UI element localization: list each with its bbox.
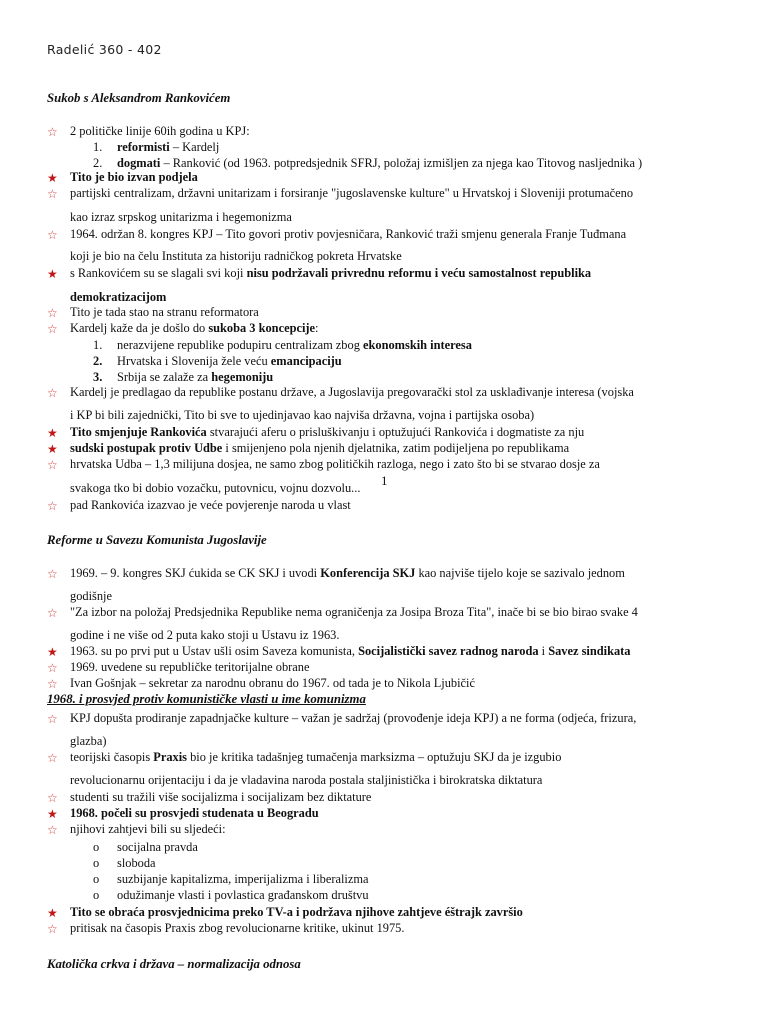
bullet-text: 2 političke linije 60ih godina u KPJ: [70,124,250,138]
bullet-text: Tito je bio izvan podjela [70,170,198,184]
bullet-text: 1969. – 9. kongres SKJ ćukida se CK SKJ i uvodi Konferencija SKJ kao najviše tijelo koje se sazivalo jednom [70,566,625,580]
star-outline-icon: ☆ [47,791,58,805]
star-solid-icon: ★ [47,426,58,440]
bullet-text: njihovi zahtjevi bili su sljedeći: [70,822,226,836]
bullet-text: 1968. počeli su prosvjedi studenata u Beogradu [70,806,319,820]
numbered-item: 1. reformisti – Kardelj [93,140,220,154]
bullet-text: studenti su tražili više socijalizma i socijalizam bez diktature [70,790,372,804]
sub-item: o socijalna pravda [93,840,198,854]
bullet-text: 1964. održan 8. kongres KPJ – Tito govori protiv povjesničara, Ranković traži smjenu generala Franje Tuđmana [70,227,627,241]
sub-item: o suzbijanje kapitalizma, imperijalizma i liberalizma [93,872,369,886]
bullet-text-continued: demokratizacijom [70,290,167,304]
page-header: Radelić 360 - 402 [47,42,162,57]
section-title: 1968. i prosvjed protiv komunističke vlasti u ime komunizma [47,692,366,706]
star-solid-icon: ★ [47,442,58,456]
star-outline-icon: ☆ [47,823,58,837]
bullet-text: teorijski časopis Praxis bio je kritika tadašnjeg tumačenja marksizma – optužuju SKJ da je izgubio [70,750,562,764]
star-outline-icon: ☆ [47,751,58,765]
bullet-text: Tito se obraća prosvjednicima preko TV-a i podržava njihove zahtjeve éštrajk završio [70,905,523,919]
bullet-text-continued: glazba) [70,734,107,748]
star-outline-icon: ☆ [47,306,58,320]
star-outline-icon: ☆ [47,322,58,336]
star-outline-icon: ☆ [47,228,58,242]
star-outline-icon: ☆ [47,712,58,726]
star-solid-icon: ★ [47,645,58,659]
bullet-text: Ivan Gošnjak – sekretar za narodnu obranu do 1967. od tada je to Nikola Ljubičić [70,676,475,690]
star-solid-icon: ★ [47,171,58,185]
bullet-text: Tito smjenjuje Rankovića stvarajući aferu o prisluškivanju i optužujući Rankovića i dogmatiste za nju [70,425,585,439]
bullet-text: "Za izbor na položaj Predsjednika Republike nema ograničenja za Josipa Broza Tita", inače bi se bio birao svake 4 [70,605,638,619]
bullet-text-continued: godine i ne više od 2 puta kako stoji u Ustavu iz 1963. [70,628,340,642]
bullet-text: 1969. uvedene su republičke teritorijalne obrane [70,660,310,674]
section-title: Sukob s Aleksandrom Rankovićem [47,91,231,105]
star-outline-icon: ☆ [47,386,58,400]
star-outline-icon: ☆ [47,125,58,139]
bullet-text: KPJ dopušta prodiranje zapadnjačke kulture – važan je sadržaj (provođenje ideja KPJ) a ne forma (odjeća, frizura, [70,711,637,725]
bullet-text: 1963. su po prvi put u Ustav ušli osim Saveza komunista, Socijalistički savez radnog naroda i Savez sindikata [70,644,631,658]
section-title: Katolička crkva i država – normalizacija odnosa [47,957,301,971]
section-title: Reforme u Savezu Komunista Jugoslavije [47,533,267,547]
bullet-text-continued: i KP bi bili zajednički, Tito bi sve to ujedinjavao kao najviša državna, vojna i partijska osoba) [70,408,535,422]
page-number: 1 [381,473,388,488]
star-outline-icon: ☆ [47,661,58,675]
star-outline-icon: ☆ [47,499,58,513]
bullet-text-continued: kao izraz srpskog unitarizma i hegemonizma [70,210,292,224]
star-outline-icon: ☆ [47,567,58,581]
bullet-text: Tito je tada stao na stranu reformatora [70,305,259,319]
star-solid-icon: ★ [47,267,58,281]
bullet-text: sudski postupak protiv Udbe i smijenjeno pola njenih djelatnika, zatim podijeljena po republikama [70,441,570,455]
bullet-text-continued: godišnje [70,589,112,603]
numbered-item: 2. dogmati – Ranković (od 1963. potpredsjednik SFRJ, položaj izmišljen za njega kao Titovog nasljednika ) [93,156,643,170]
bullet-text: Kardelj kaže da je došlo do sukoba 3 koncepcije: [70,321,319,335]
star-outline-icon: ☆ [47,677,58,691]
numbered-item: 3. Srbija se zalaže za hegemoniju [93,370,274,384]
bullet-text: pad Rankovića izazvao je veće povjerenje naroda u vlast [70,498,351,512]
bullet-text: partijski centralizam, državni unitarizam i forsiranje "jugoslavenske kulture" u Hrvatskoj i Sloveniji protumačeno [70,186,634,200]
star-outline-icon: ☆ [47,187,58,201]
sub-item: o sloboda [93,856,156,870]
bullet-text-continued: svakoga tko bi dobio vozačku, putovnicu, vojnu dozvolu... [70,481,361,495]
bullet-text-continued: revolucionarnu orijentaciju i da je vladavina naroda postala staljinistička i birokratska diktatura [70,773,543,787]
numbered-item: 1. nerazvijene republike podupiru centralizam zbog ekonomskih interesa [93,338,472,352]
bullet-text: Kardelj je predlagao da republike postanu države, a Jugoslavija pregovarački stol za usklađivanje interesa (vojska [70,385,634,399]
bullet-text: s Rankovićem su se slagali svi koji nisu podržavali privrednu reformu i veću samostalnost republika [70,266,592,280]
star-solid-icon: ★ [47,906,58,920]
star-solid-icon: ★ [47,807,58,821]
star-outline-icon: ☆ [47,458,58,472]
star-outline-icon: ☆ [47,922,58,936]
bullet-text-continued: koji je bio na čelu Instituta za historiju radničkog pokreta Hrvatske [70,249,402,263]
bullet-text: pritisak na časopis Praxis zbog revolucionarne kritike, ukinut 1975. [70,921,405,935]
numbered-item: 2. Hrvatska i Slovenija žele veću emancipaciju [93,354,342,368]
sub-item: o odužimanje vlasti i povlastica građanskom društvu [93,888,369,902]
bullet-text: hrvatska Udba – 1,3 milijuna dosjea, ne samo zbog političkih razloga, nego i zato što bi se stvarao dosje za [70,457,600,471]
star-outline-icon: ☆ [47,606,58,620]
